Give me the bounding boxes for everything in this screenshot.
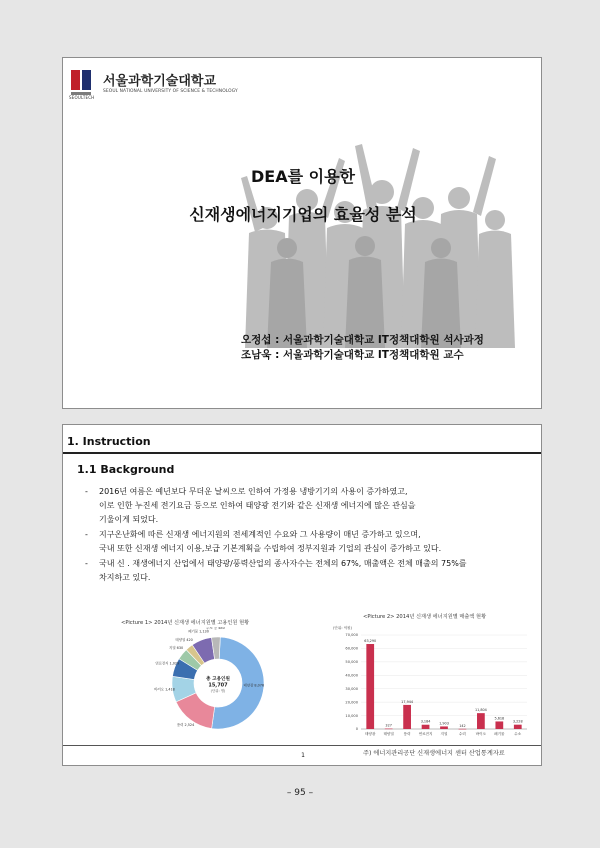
sales-bar-chart xyxy=(331,621,531,745)
logo-english-name: SEOUL NATIONAL UNIVERSITY OF SCIENCE & TECHNOLOGY xyxy=(103,88,238,94)
bar-0 xyxy=(366,644,374,729)
bullet-item: - 2016년 여름은 예년보다 무더운 날씨으로 인하여 가정용 냉방기기의 사용이 증가하였고, 이로 인한 누진세 전기요금 등으로 인하여 태양광 전기와 같은 신재생 에너지에 많은 관심을 기울이게 되었다. xyxy=(85,487,416,524)
pie-label-1: 풍력 2,524 xyxy=(176,723,195,728)
y-axis-label: (단위: 억원) xyxy=(333,626,353,630)
y-tick-label: 40,000 xyxy=(345,673,358,678)
bar-3 xyxy=(422,725,430,729)
slide-title-line-1: DEA를 이용한 xyxy=(251,167,355,186)
pie-label-2: 바이오 1,418 xyxy=(154,687,175,692)
bar-data-label: 142 xyxy=(459,723,466,728)
bar-data-label: 3,228 xyxy=(512,719,523,724)
slide-page-number: 1 xyxy=(301,752,305,759)
bar-data-label: 5,618 xyxy=(494,716,505,721)
section-title: 1. Instruction xyxy=(67,435,151,448)
subsection-title: 1.1 Background xyxy=(77,463,175,476)
bar-data-label: 11,804 xyxy=(474,708,487,713)
author-line: 조남욱 : 서울과학기술대학교 IT정책대학원 교수 xyxy=(241,349,464,361)
pie-label-6: 폐기물 1,130 xyxy=(188,629,209,634)
bar-6 xyxy=(477,713,485,729)
bar-1 xyxy=(385,729,393,730)
y-tick-label: 0 xyxy=(355,727,358,732)
crowd-silhouette-image xyxy=(227,128,527,348)
donut-center-label: 총 고용인원 xyxy=(206,677,230,682)
bar-2 xyxy=(403,705,411,729)
y-tick-label: 50,000 xyxy=(345,660,358,665)
university-logo xyxy=(71,70,238,98)
background-bullets xyxy=(85,485,535,586)
x-tick-label: 바이오 xyxy=(475,732,487,736)
donut-center-unit: (단위: 명) xyxy=(210,689,226,693)
x-tick-label: 폐기물 xyxy=(494,732,505,736)
bar-data-label: 1,903 xyxy=(439,721,449,726)
bar-data-label: 3,184 xyxy=(420,719,431,724)
y-tick-label: 70,000 xyxy=(345,633,358,638)
pie-label-5: 태양열 420 xyxy=(175,637,193,642)
x-tick-label: 수소 xyxy=(514,732,522,736)
slide-title-line-2: 신재생에너지기업의 효율성 분석 xyxy=(189,205,417,224)
bullet-item: - 지구온난화에 따른 신재생 에너지원의 전세계적인 수요와 그 사용량이 매년 증가하고 있으며, 국내 또한 신재생 에너지 이용,보급 기본계획을 수립하여 정부지원과 기업의 관심이 증가하고 있다. xyxy=(85,530,442,553)
bar-5 xyxy=(459,729,467,730)
x-tick-label: 태양광 xyxy=(365,732,376,736)
x-tick-label: 풍력 xyxy=(403,732,411,736)
bar-data-label: 327 xyxy=(385,723,392,728)
picture-2-caption: <Picture 2> 2014년 신재생 에너지원별 매출액 현황 xyxy=(363,614,487,620)
author-list xyxy=(241,333,484,363)
background-slide xyxy=(62,424,542,766)
x-tick-label: 수력 xyxy=(458,732,466,736)
y-tick-label: 10,000 xyxy=(345,713,358,718)
footer-divider xyxy=(63,745,541,746)
title-slide xyxy=(62,57,542,409)
bar-7 xyxy=(495,721,503,729)
picture-1-caption: <Picture 1> 2014년 신재생 에너지원별 고용인원 현황 xyxy=(121,620,250,626)
pie-label-0: 태양광 8,076 xyxy=(243,683,265,688)
bar-4 xyxy=(440,726,448,729)
bar-data-label: 63,290 xyxy=(364,639,377,644)
pie-label-4: 지열 630 xyxy=(169,645,184,650)
x-tick-label: 태양열 xyxy=(383,732,394,736)
source-note: 주) 에너지관리공단 신재생에너지 센터 산업통계자료 xyxy=(363,750,505,757)
y-tick-label: 30,000 xyxy=(345,686,358,691)
university-emblem-icon xyxy=(71,70,97,98)
bar-8 xyxy=(514,725,522,729)
book-page-number: – 95 – xyxy=(286,788,314,798)
x-tick-label: 지열 xyxy=(440,732,448,736)
donut-center-value: 15,707 xyxy=(208,682,228,689)
x-tick-label: 연료전지 xyxy=(418,732,433,736)
section-divider xyxy=(63,452,541,454)
pie-label-7: 수소 등 480 xyxy=(206,627,225,631)
y-tick-label: 20,000 xyxy=(345,700,358,705)
y-tick-label: 60,000 xyxy=(345,646,358,651)
bullet-item: - 국내 신 . 재생에너지 산업에서 태양광/풍력산업의 종사자수는 전체의 67%, 매출액은 전체 매출의 75%를 차지하고 있다. xyxy=(85,559,467,582)
employment-donut-chart xyxy=(153,627,283,739)
logo-korean-name: 서울과학기술대학교 xyxy=(103,73,217,89)
author-line: 오정섭 : 서울과학기술대학교 IT정책대학원 석사과정 xyxy=(241,334,484,346)
logo-tag: SEOULTECH xyxy=(69,95,95,100)
bar-data-label: 17,944 xyxy=(401,699,414,704)
pie-label-3: 연료전지 1,029 xyxy=(155,661,180,666)
